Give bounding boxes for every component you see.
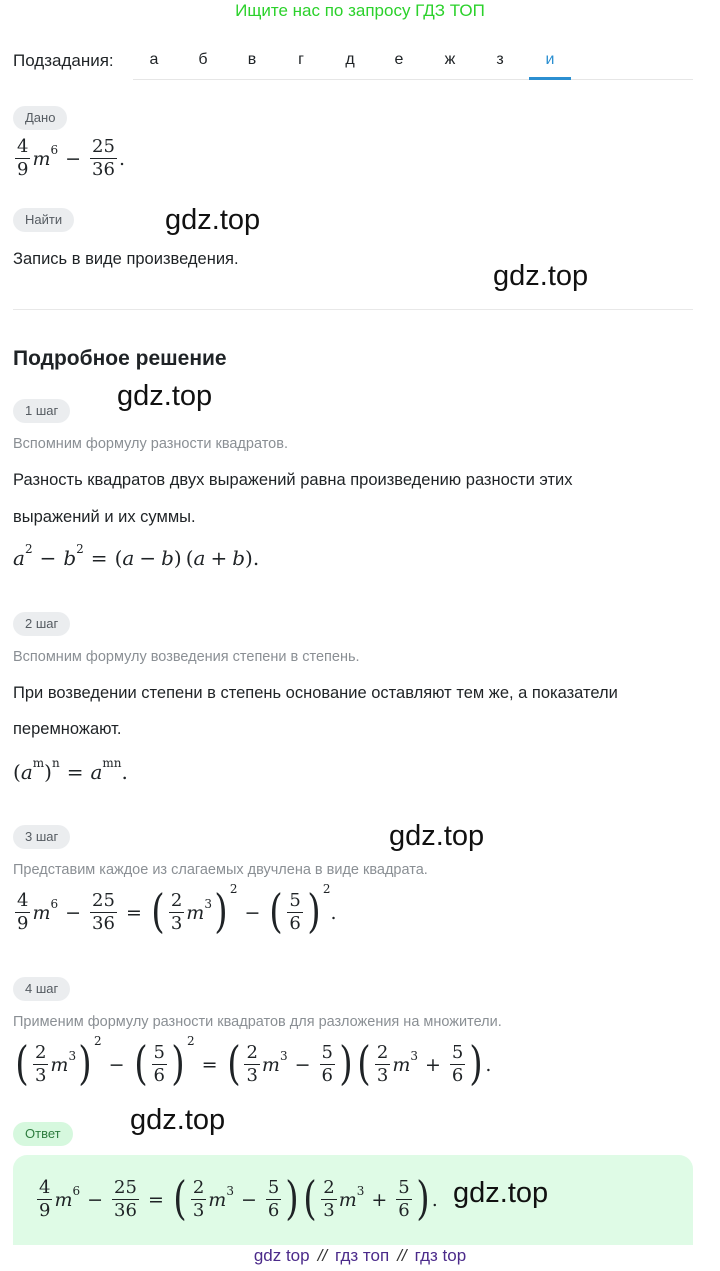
tab-a[interactable]: а xyxy=(149,51,159,68)
footer-link-gdz-top-mixed[interactable]: гдз top xyxy=(414,1246,467,1265)
step1-hint: Вспомним формулу разности квадратов. xyxy=(13,436,288,452)
footer-link-gdz-top-ru[interactable]: гдз топ xyxy=(335,1246,390,1265)
section-divider xyxy=(13,309,693,310)
watermark: gdz.top xyxy=(130,1104,226,1136)
watermark: gdz.top xyxy=(117,380,213,412)
footer-link-gdz-top[interactable]: gdz top xyxy=(253,1246,310,1265)
footer-links xyxy=(0,1246,720,1266)
find-badge: Найти xyxy=(13,208,74,232)
tab-b[interactable]: б xyxy=(198,51,208,68)
tab-d[interactable]: д xyxy=(345,51,355,68)
given-badge: Дано xyxy=(13,106,67,130)
watermark: gdz.top xyxy=(453,1177,549,1209)
given-expression: $\frac{4}{9}$ m 6 − $\frac{25}{36}$ . xyxy=(17,136,125,180)
watermark: gdz.top xyxy=(389,820,485,852)
step3-formula: $\frac{4}{9}$ m 6 − $\frac{25}{36}$ = ( $\frac{2}{3}$ m 3 ) 2 − ( $\frac{5}{6}$ ) 2 . xyxy=(17,881,337,938)
tab-v[interactable]: в xyxy=(247,51,257,68)
step1-text-line1: Разность квадратов двух выражений равна произведению разности этих xyxy=(13,471,573,489)
step3-badge: 3 шаг xyxy=(13,825,70,849)
answer-badge: Ответ xyxy=(13,1122,73,1146)
tab-e[interactable]: е xyxy=(394,51,404,68)
subtasks-nav xyxy=(13,46,693,82)
active-tab-indicator xyxy=(529,77,571,80)
tab-zh[interactable]: ж xyxy=(444,51,456,68)
step2-badge: 2 шаг xyxy=(13,612,70,636)
subtasks-tabs xyxy=(133,46,693,80)
promo-banner[interactable]: Ищите нас по запросу ГДЗ ТОП xyxy=(235,1,485,20)
step1-formula: a 2 − b 2 = ( a − b ) ( a + b ). xyxy=(13,542,260,570)
step2-formula: ( a m ) n = a mn . xyxy=(13,756,128,784)
step2-hint: Вспомним формулу возведения степени в степень. xyxy=(13,649,360,665)
step1-text-line2: выражений и их суммы. xyxy=(13,508,196,526)
step4-formula: ( $\frac{2}{3}$ m 3 ) 2 − ( $\frac{5}{6}$ ) 2 = ( $\frac{2}{3}$ m 3 − $\frac{5}{6}$ ) ( $\frac{2}{3}$ m 3 + $\frac{5}{6}$ ) . xyxy=(15,1033,492,1090)
step2-text-line2: перемножают. xyxy=(13,720,122,738)
footer-separator: // xyxy=(317,1246,328,1265)
solution-heading: Подробное решение xyxy=(13,347,227,370)
answer-formula: $\frac{4}{9}$ m 6 − $\frac{25}{36}$ = ( $\frac{2}{3}$ m 3 − $\frac{5}{6}$ ) ( $\frac{2}{3}$ m 3 + $\frac{5}{6}$ ) . xyxy=(39,1170,438,1225)
subtasks-label: Подзадания: xyxy=(13,51,114,70)
footer-separator: // xyxy=(397,1246,407,1265)
step3-hint: Представим каждое из слагаемых двучлена в виде квадрата. xyxy=(13,862,428,878)
step4-badge: 4 шаг xyxy=(13,977,70,1001)
find-text: Запись в виде произведения. xyxy=(13,250,239,268)
watermark: gdz.top xyxy=(165,204,261,236)
step4-hint: Применим формулу разности квадратов для разложения на множители. xyxy=(13,1014,502,1030)
watermark: gdz.top xyxy=(493,260,589,292)
step1-badge: 1 шаг xyxy=(13,399,70,423)
tab-z[interactable]: з xyxy=(496,51,504,68)
tab-g[interactable]: г xyxy=(298,51,304,68)
tab-i[interactable]: и xyxy=(545,51,555,68)
step2-text-line1: При возведении степени в степень основание оставляют тем же, а показатели xyxy=(13,684,618,702)
